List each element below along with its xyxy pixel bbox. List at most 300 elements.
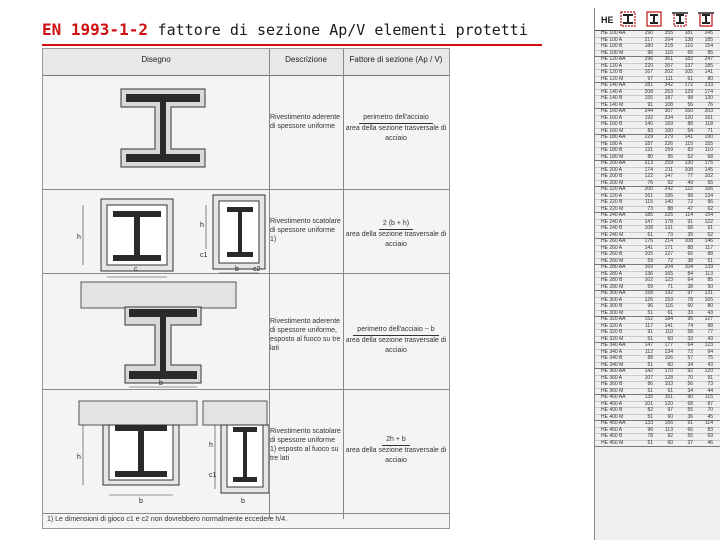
profile-name: HE 280 M bbox=[601, 283, 624, 290]
section-factor-value: 104 bbox=[684, 264, 693, 270]
section-factor-value: 88 bbox=[647, 355, 653, 361]
section-factor-value: 54 bbox=[687, 127, 693, 134]
profile-name: HE 400 A bbox=[601, 400, 623, 407]
section-factor-value: 161 bbox=[644, 192, 653, 199]
formula-denominator: area della sezione trasversale di acciaio bbox=[345, 125, 447, 142]
profile-name: HE 260 AA bbox=[601, 238, 626, 244]
profile-name: HE 320 A bbox=[601, 322, 623, 329]
section-factor-value: 57 bbox=[687, 355, 693, 361]
section-factor-value: 88 bbox=[667, 205, 673, 212]
section-factor-value: 165 bbox=[664, 270, 673, 277]
section-factor-value: 91 bbox=[647, 101, 653, 108]
profile-name: HE 100 AA bbox=[601, 30, 626, 36]
section-factor-value: 34 bbox=[687, 387, 693, 394]
section-factor-value: 51 bbox=[707, 257, 713, 264]
section-factor-value: 203 bbox=[704, 108, 713, 114]
title-code: EN 1993-1-2 bbox=[42, 20, 148, 39]
profile-name: HE 450 M bbox=[601, 439, 624, 446]
section-factor-value: 51 bbox=[647, 309, 653, 316]
section-factor-value: 74 bbox=[687, 322, 693, 329]
section-factor-value: 83 bbox=[647, 127, 653, 134]
section-factor-value: 195 bbox=[664, 192, 673, 199]
row-description: Rivestimento aderente di spessore uniforme bbox=[270, 114, 341, 130]
header-descrizione: Descrizione bbox=[285, 55, 327, 64]
section-factor-value: 56 bbox=[687, 101, 693, 108]
section-factor-value: 51 bbox=[647, 335, 653, 342]
section-factor-value: 141 bbox=[684, 134, 693, 140]
section-factor-value: 290 bbox=[644, 30, 653, 36]
section-factor-value: 96 bbox=[707, 199, 713, 205]
section-factor-value: 136 bbox=[644, 270, 653, 277]
header-fattore: Fattore di sezione (Ap / V) bbox=[349, 55, 443, 64]
section-factor-value: 122 bbox=[644, 173, 653, 179]
section-factor-value: 66 bbox=[687, 426, 693, 433]
section-factor-value: 281 bbox=[644, 82, 653, 88]
section-factor-value: 170 bbox=[664, 368, 673, 374]
section-factor-value: 128 bbox=[664, 374, 673, 381]
profile-name: HE 260 M bbox=[601, 257, 624, 264]
section-factor-value: 87 bbox=[707, 400, 713, 407]
section-factor-value: 110 bbox=[665, 329, 673, 335]
section-factor-value: 45 bbox=[707, 413, 713, 420]
section-factor-value: 147 bbox=[664, 173, 673, 179]
section-factor-value: 208 bbox=[644, 88, 653, 95]
section-factor-value: 59 bbox=[647, 283, 653, 290]
section-factor-value: 229 bbox=[644, 134, 653, 140]
section-factor-value: 95 bbox=[687, 316, 693, 322]
profile-name: HE 300 A bbox=[601, 296, 623, 303]
row-divider bbox=[43, 513, 449, 514]
section-factor-value: 33 bbox=[687, 309, 693, 316]
section-factor-value: 98 bbox=[687, 95, 693, 101]
dim-label: b bbox=[159, 380, 163, 387]
section-factor-value: 38 bbox=[687, 283, 693, 290]
section-factor-value: 296 bbox=[644, 56, 653, 62]
section-factor-value: 33 bbox=[687, 335, 693, 342]
profile-name: HE 360 M bbox=[601, 387, 624, 394]
section-factor-value: 83 bbox=[707, 426, 713, 433]
dim-label: h bbox=[77, 234, 81, 241]
section-factor-value: 233 bbox=[704, 82, 713, 88]
section-factor-value: 60 bbox=[667, 439, 673, 446]
section-factor-value: 159 bbox=[664, 147, 673, 153]
section-factor-value: 131 bbox=[704, 290, 713, 296]
formula-numerator: perimetro dell'acciaio bbox=[359, 113, 433, 124]
section-factor-value: 108 bbox=[684, 238, 693, 244]
section-factor-value: 80 bbox=[647, 153, 653, 160]
section-factor-value: 342 bbox=[664, 82, 673, 88]
section-factor-value: 242 bbox=[664, 186, 673, 192]
profile-name: HE 200 M bbox=[601, 179, 624, 186]
section-factor-value: 61 bbox=[667, 309, 673, 316]
section-factor-value: 55 bbox=[687, 407, 693, 413]
profile-name: HE 260 A bbox=[601, 244, 623, 251]
section-factor-value: 80 bbox=[707, 303, 713, 309]
section-factor-value: 98 bbox=[707, 322, 713, 329]
section-factor-value: 117 bbox=[705, 244, 713, 251]
section-factor-value: 60 bbox=[667, 413, 673, 420]
section-factor-value: 85 bbox=[707, 277, 713, 283]
profile-name: HE 140 AA bbox=[601, 82, 626, 88]
section-factor-value: 115 bbox=[645, 199, 653, 205]
section-factor-value: 83 bbox=[687, 147, 693, 153]
section-factor-value: 264 bbox=[664, 36, 673, 43]
section-factor-value: 62 bbox=[707, 205, 713, 212]
section-factor-value: 185 bbox=[644, 212, 653, 218]
profile-name: HE 280 B bbox=[601, 277, 623, 283]
profile-name: HE 140 M bbox=[601, 101, 624, 108]
section-factor-value: 75 bbox=[707, 355, 713, 361]
section-factor-value: 192 bbox=[644, 114, 653, 121]
section-factor-value: 96 bbox=[647, 303, 653, 309]
section-factor-value: 172 bbox=[684, 82, 693, 88]
section-factor-value: 38 bbox=[687, 257, 693, 264]
section-factor-value: 94 bbox=[707, 348, 713, 355]
section-factor-value: 161 bbox=[664, 394, 673, 400]
section-factor-value: 245 bbox=[704, 30, 713, 36]
section-factor-value: 60 bbox=[667, 335, 673, 342]
profile-name: HE 100 B bbox=[601, 43, 623, 49]
profile-name: HE 340 A bbox=[601, 348, 623, 355]
section-factor-value: 105 bbox=[644, 251, 653, 257]
section-factor-value: 97 bbox=[667, 407, 673, 413]
section-factor-value: 51 bbox=[647, 361, 653, 368]
section-factor-value: 307 bbox=[664, 108, 673, 114]
drawing-hollow-boxes bbox=[83, 195, 265, 277]
section-factor-value: 141 bbox=[704, 69, 713, 75]
section-factor-value: 100 bbox=[664, 127, 673, 134]
section-factor-value: 174 bbox=[644, 166, 653, 173]
header-disegno: Disegno bbox=[141, 55, 171, 64]
section-factor-value: 259 bbox=[664, 160, 673, 166]
table-row bbox=[595, 441, 720, 448]
section-factor-value: 73 bbox=[667, 231, 673, 238]
section-factor-value: 101 bbox=[644, 400, 653, 407]
formula-denominator: area della sezione trasversale di acciaio bbox=[345, 337, 447, 354]
section-factor-value: 84 bbox=[687, 270, 693, 277]
section-factor-value: 102 bbox=[644, 277, 653, 283]
section-factor-value: 37 bbox=[687, 439, 693, 446]
profile-name: HE 240 A bbox=[601, 218, 623, 225]
section-factor-value: 156 bbox=[664, 420, 673, 426]
row-description: Rivestimento scatolare di spessore uniforme 1) esposto al fuoco su tre lati bbox=[270, 428, 341, 462]
profile-name: HE 280 AA bbox=[601, 264, 626, 270]
profile-name: HE 320 B bbox=[601, 329, 623, 335]
section-factor-value: 91 bbox=[687, 218, 693, 225]
section-factor-value: 116 bbox=[665, 49, 673, 56]
section-factor-value: 66 bbox=[687, 251, 693, 257]
section-factor-value: 137 bbox=[684, 62, 693, 69]
section-factor-value: 145 bbox=[704, 166, 713, 173]
profile-name: HE 180 B bbox=[601, 147, 623, 153]
profile-name: HE 360 B bbox=[601, 381, 623, 387]
i-profile-contour-icon bbox=[619, 10, 637, 28]
section-factor-value: 120 bbox=[664, 400, 673, 407]
drawing-three-side-contour bbox=[81, 282, 236, 387]
section-factor-value: 64 bbox=[687, 277, 693, 283]
section-factor-value: 91 bbox=[687, 420, 693, 426]
row-description: Rivestimento aderente di spessore uniforme, esposto al fuoco su tre lati bbox=[270, 318, 341, 352]
section-factor-value: 138 bbox=[684, 36, 693, 43]
section-factor-value: 146 bbox=[704, 238, 713, 244]
i-profile-box-icon bbox=[645, 10, 663, 28]
section-factor-value: 77 bbox=[687, 173, 693, 179]
section-factor-value: 56 bbox=[687, 381, 693, 387]
section-factor-value: 92 bbox=[667, 433, 673, 439]
section-factor-value: 49 bbox=[687, 179, 693, 186]
section-factor-value: 60 bbox=[687, 303, 693, 309]
dim-label: b bbox=[139, 498, 143, 505]
profile-name: HE 160 A bbox=[601, 114, 623, 121]
section-factor-value: 112 bbox=[645, 348, 653, 355]
title-underline bbox=[42, 44, 542, 46]
section-factor-value: 167 bbox=[644, 69, 653, 75]
section-factor-value: 133 bbox=[644, 420, 653, 426]
section-factor-value: 279 bbox=[664, 134, 673, 140]
section-factor-value: 46 bbox=[707, 439, 713, 446]
section-factor-value: 130 bbox=[684, 160, 693, 166]
section-factor-value: 117 bbox=[645, 322, 653, 329]
section-factor-value: 43 bbox=[707, 361, 713, 368]
section-factor-value: 86 bbox=[647, 381, 653, 387]
section-factor-value: 88 bbox=[687, 244, 693, 251]
section-factor-value: 55 bbox=[687, 433, 693, 439]
profile-name: HE 450 AA bbox=[601, 420, 626, 426]
section-factor-value: 153 bbox=[664, 296, 673, 303]
section-factor-value: 154 bbox=[704, 43, 713, 49]
section-factor-value: 51 bbox=[647, 387, 653, 394]
section-factor-value: 131 bbox=[664, 225, 673, 231]
section-factor-value: 91 bbox=[707, 374, 713, 381]
section-factor-value: 180 bbox=[644, 43, 653, 49]
page-title bbox=[42, 20, 528, 39]
section-factor-value: 72 bbox=[687, 199, 693, 205]
section-factor-value: 96 bbox=[667, 153, 673, 160]
profile-name: HE 180 AA bbox=[601, 134, 626, 140]
dim-label: c2 bbox=[253, 266, 261, 273]
section-factor-value: 72 bbox=[667, 257, 673, 264]
section-factor-value: 116 bbox=[685, 43, 693, 49]
section-factor-value: 267 bbox=[664, 62, 673, 69]
profile-name: HE 120 B bbox=[601, 69, 623, 75]
section-factor-value: 161 bbox=[704, 114, 713, 121]
section-factor-value: 200 bbox=[644, 186, 653, 192]
drawing-three-side-box bbox=[79, 401, 269, 495]
section-factor-value: 141 bbox=[644, 244, 653, 251]
section-factor-value: 71 bbox=[707, 127, 713, 134]
section-factor-value: 115 bbox=[705, 394, 713, 400]
section-factor-table bbox=[42, 48, 450, 529]
section-factor-value: 202 bbox=[664, 69, 673, 75]
profile-name: HE 400 B bbox=[601, 407, 623, 413]
section-factor-value: 171 bbox=[664, 244, 673, 251]
section-factor-value: 105 bbox=[704, 296, 713, 303]
section-factor-value: 142 bbox=[644, 368, 653, 374]
section-factor-value: 76 bbox=[707, 101, 713, 108]
section-factor-value: 175 bbox=[704, 160, 713, 166]
profile-name: HE 200 A bbox=[601, 166, 623, 173]
section-factor-value: 114 bbox=[705, 420, 713, 426]
section-factor-value: 90 bbox=[687, 394, 693, 400]
profile-name: HE 180 M bbox=[601, 153, 624, 160]
section-factor-value: 108 bbox=[684, 166, 693, 173]
profile-name: HE 260 B bbox=[601, 251, 623, 257]
section-factor-value: 59 bbox=[647, 257, 653, 264]
section-factor-value: 141 bbox=[664, 322, 673, 329]
section-factor-value: 52 bbox=[707, 231, 713, 238]
profile-name: HE 160 AA bbox=[601, 108, 626, 114]
section-factor-value: 68 bbox=[707, 153, 713, 160]
section-factor-value: 178 bbox=[664, 218, 673, 225]
section-factor-value: 99 bbox=[687, 192, 693, 199]
profile-name: HE 220 M bbox=[601, 205, 624, 212]
section-factor-value: 47 bbox=[687, 205, 693, 212]
section-factor-value: 65 bbox=[707, 179, 713, 186]
he-table-body bbox=[595, 31, 720, 447]
section-factor-value: 177 bbox=[664, 342, 673, 348]
section-factor-value: 44 bbox=[707, 387, 713, 394]
section-factor-value: 52 bbox=[687, 153, 693, 160]
row-formula bbox=[343, 113, 449, 144]
section-factor-value: 147 bbox=[644, 218, 653, 225]
section-factor-value: 92 bbox=[667, 179, 673, 186]
profile-name: HE 200 AA bbox=[601, 160, 626, 166]
profile-name: HE 340 AA bbox=[601, 342, 626, 348]
profile-name: HE 450 B bbox=[601, 433, 623, 439]
section-factor-value: 114 bbox=[685, 212, 693, 218]
section-factor-value: 64 bbox=[687, 342, 693, 348]
profile-name: HE 240 M bbox=[601, 231, 624, 238]
section-factor-value: 154 bbox=[704, 212, 713, 218]
section-factor-value: 218 bbox=[664, 43, 673, 49]
dim-label: b bbox=[241, 498, 245, 505]
row-formula bbox=[343, 435, 449, 466]
section-factor-value: 91 bbox=[647, 329, 653, 335]
profile-name: HE 140 A bbox=[601, 88, 623, 95]
section-factor-value: 72 bbox=[687, 348, 693, 355]
section-factor-value: 127 bbox=[704, 316, 713, 322]
section-factor-value: 92 bbox=[687, 368, 693, 374]
he-table-header bbox=[595, 8, 720, 31]
section-factor-value: 155 bbox=[704, 140, 713, 147]
section-factor-value: 217 bbox=[644, 36, 653, 43]
he-label: HE bbox=[601, 15, 614, 25]
profile-name: HE 300 B bbox=[601, 303, 623, 309]
section-factor-value: 247 bbox=[704, 56, 713, 62]
section-factor-value: 108 bbox=[664, 101, 673, 108]
section-factor-value: 225 bbox=[664, 212, 673, 218]
profile-name: HE 120 A bbox=[601, 62, 623, 69]
profile-name: HE 280 A bbox=[601, 270, 623, 277]
section-factor-value: 88 bbox=[707, 251, 713, 257]
section-factor-value: 71 bbox=[667, 283, 673, 290]
profile-name: HE 400 M bbox=[601, 413, 624, 420]
section-factor-value: 34 bbox=[687, 361, 693, 368]
section-factor-value: 127 bbox=[664, 251, 673, 257]
section-factor-value: 78 bbox=[687, 296, 693, 303]
profile-name: HE 320 M bbox=[601, 335, 624, 342]
section-factor-value: 73 bbox=[647, 205, 653, 212]
profile-name: HE 340 M bbox=[601, 361, 624, 368]
section-factor-value: 135 bbox=[644, 394, 653, 400]
profile-name: HE 220 B bbox=[601, 199, 623, 205]
i-profile-three-side-box-icon bbox=[697, 10, 715, 28]
section-factor-value: 70 bbox=[707, 407, 713, 413]
section-factor-value: 166 bbox=[704, 186, 713, 192]
i-profile-three-side-icon bbox=[671, 10, 689, 28]
section-factor-value: 140 bbox=[644, 121, 653, 127]
section-factor-value: 60 bbox=[667, 361, 673, 368]
formula-denominator: area della sezione trasversale di acciaio bbox=[345, 447, 447, 464]
he-profile-table bbox=[594, 8, 720, 540]
section-factor-value: 61 bbox=[667, 387, 673, 394]
dim-label: h bbox=[209, 442, 213, 449]
profile-name: HE 220 AA bbox=[601, 186, 626, 192]
profile-name: HE 140 B bbox=[601, 95, 623, 101]
section-factor-value: 82 bbox=[647, 407, 653, 413]
section-factor-value: 187 bbox=[664, 95, 673, 101]
section-factor-value: 122 bbox=[684, 186, 693, 192]
section-factor-value: 105 bbox=[684, 69, 693, 75]
section-factor-value: 120 bbox=[704, 368, 713, 374]
section-factor-value: 158 bbox=[644, 290, 653, 296]
section-factor-value: 91 bbox=[707, 225, 713, 231]
section-factor-value: 58 bbox=[687, 329, 693, 335]
section-factor-value: 111 bbox=[665, 75, 673, 82]
section-factor-value: 211 bbox=[665, 166, 673, 173]
section-factor-value: 78 bbox=[647, 433, 653, 439]
profile-name: HE 320 AA bbox=[601, 316, 626, 322]
profile-name: HE 450 A bbox=[601, 426, 623, 433]
section-factor-value: 68 bbox=[687, 400, 693, 407]
dim-label: c bbox=[134, 266, 138, 273]
section-factor-value: 102 bbox=[704, 173, 713, 179]
profile-name: HE 100 A bbox=[601, 36, 623, 43]
section-factor-value: 226 bbox=[664, 140, 673, 147]
section-factor-value: 129 bbox=[684, 88, 693, 95]
section-factor-value: 65 bbox=[687, 49, 693, 56]
section-factor-value: 51 bbox=[647, 413, 653, 420]
profile-name: HE 120 M bbox=[601, 75, 624, 82]
section-factor-value: 139 bbox=[704, 264, 713, 270]
section-factor-value: 152 bbox=[644, 316, 653, 322]
profile-name: HE 400 AA bbox=[601, 394, 626, 400]
section-factor-value: 213 bbox=[644, 160, 653, 166]
profile-name: HE 240 B bbox=[601, 225, 623, 231]
section-factor-value: 176 bbox=[644, 238, 653, 244]
section-factor-value: 131 bbox=[644, 147, 653, 153]
section-factor-value: 147 bbox=[644, 342, 653, 348]
section-factor-value: 68 bbox=[687, 225, 693, 231]
section-factor-value: 134 bbox=[664, 348, 673, 355]
section-factor-value: 88 bbox=[687, 121, 693, 127]
section-factor-value: 50 bbox=[707, 283, 713, 290]
section-factor-value: 108 bbox=[644, 225, 653, 231]
section-factor-value: 106 bbox=[664, 355, 673, 361]
section-factor-value: 192 bbox=[664, 290, 673, 296]
section-factor-value: 77 bbox=[707, 329, 713, 335]
section-factor-value: 97 bbox=[647, 75, 653, 82]
section-factor-value: 182 bbox=[684, 56, 693, 62]
profile-name: HE 300 AA bbox=[601, 290, 626, 296]
section-factor-value: 103 bbox=[664, 381, 673, 387]
formula-numerator: 2 (b + h) bbox=[379, 219, 413, 230]
dim-label: c1 bbox=[209, 472, 217, 479]
section-factor-value: 187 bbox=[644, 140, 653, 147]
formula-numerator: perimetro dell'acciaio − b bbox=[353, 325, 438, 336]
section-factor-value: 36 bbox=[687, 413, 693, 420]
section-factor-value: 43 bbox=[707, 335, 713, 342]
